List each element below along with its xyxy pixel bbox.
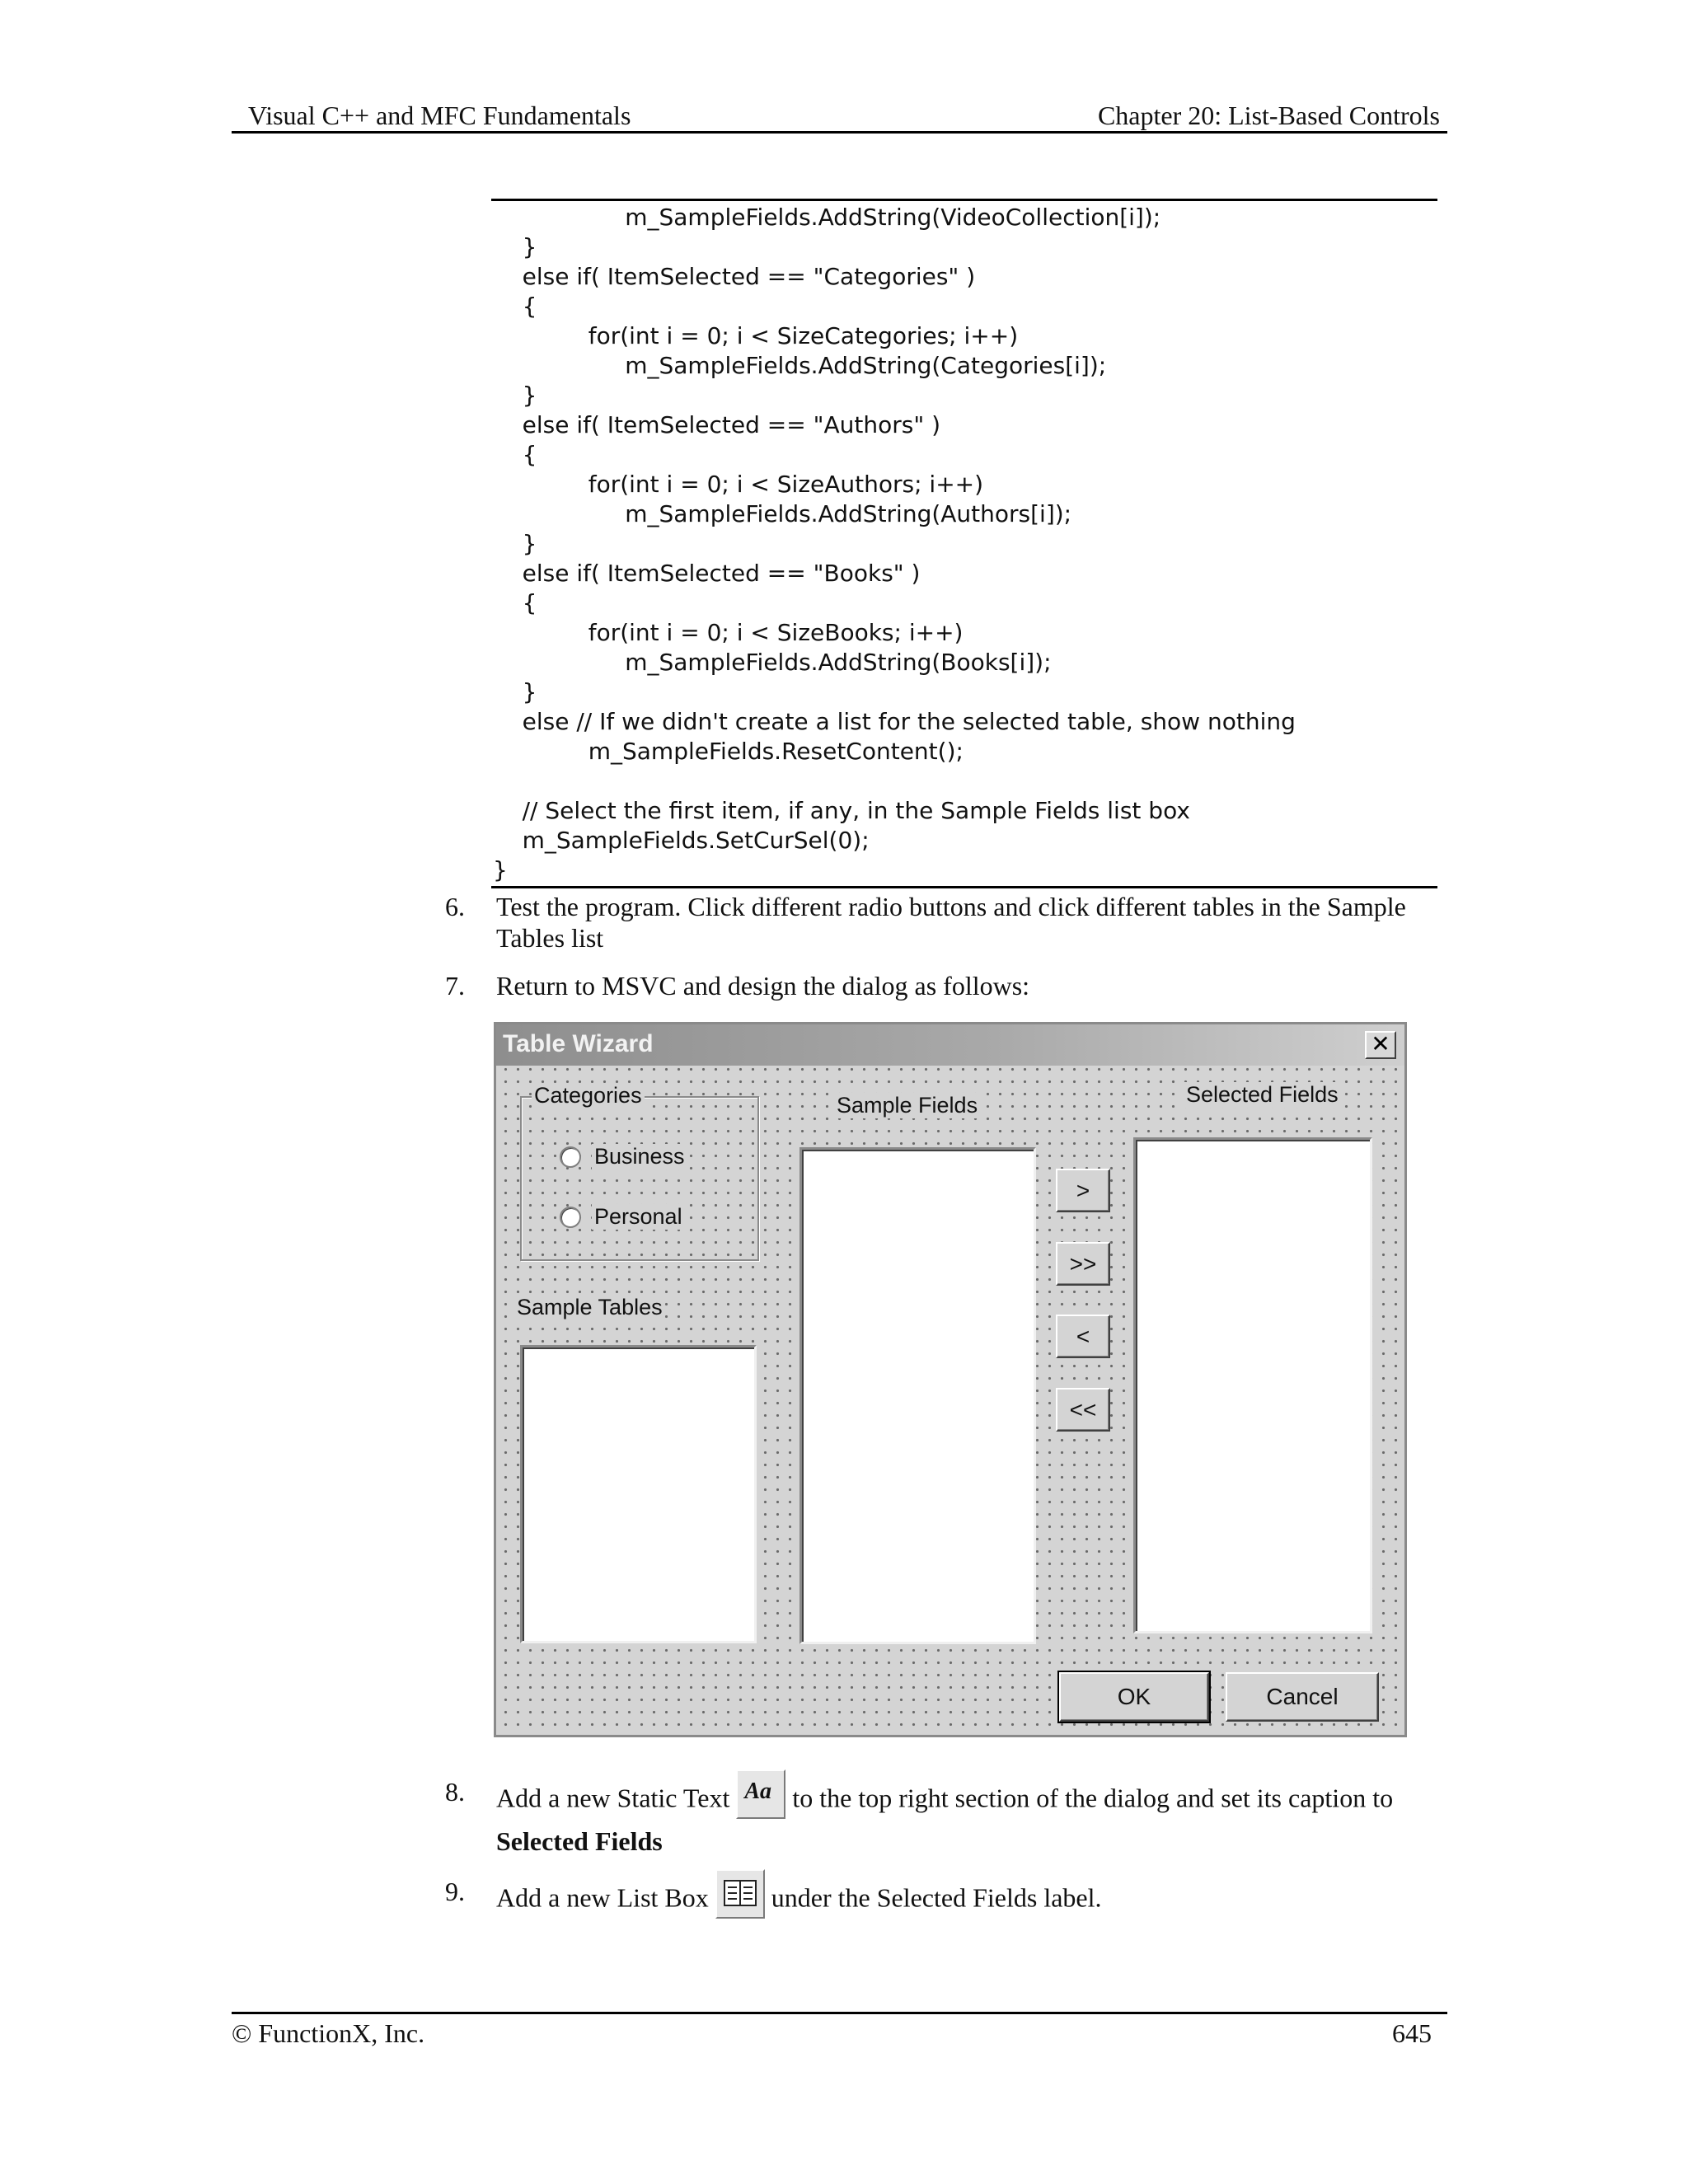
code-line: // Select the first item, if any, in the Sample Fields list box [493, 797, 1190, 824]
remove-all-button[interactable]: << [1056, 1388, 1110, 1432]
step-number: 7. [445, 971, 465, 1001]
code-line: { [493, 293, 537, 320]
code-line: m_SampleFields.AddString(Authors[i]); [493, 500, 1072, 527]
static-text-icon [736, 1769, 785, 1819]
code-line: for(int i = 0; i < SizeCategories; i++) [493, 322, 1019, 349]
code-line: else if( ItemSelected == "Books" ) [493, 560, 921, 587]
code-line: for(int i = 0; i < SizeAuthors; i++) [493, 471, 984, 498]
dialog-titlebar [496, 1024, 1404, 1066]
step-text [496, 1776, 1442, 1857]
page-number: 645 [1392, 2018, 1432, 2048]
categories-label: Categories [532, 1083, 645, 1108]
step-text-bold: Selected Fields [496, 1826, 663, 1856]
step-text-post: under the Selected Fields label. [771, 1882, 1102, 1913]
step-text-post: to the top right section of the dialog and set its caption to [792, 1783, 1394, 1813]
code-line: else // If we didn't create a list for the selected table, show nothing [493, 708, 1296, 735]
code-line: m_SampleFields.AddString(VideoCollection[i]); [493, 204, 1161, 231]
code-line: m_SampleFields.ResetContent(); [493, 738, 964, 765]
close-button[interactable] [1365, 1031, 1396, 1059]
code-line: else if( ItemSelected == "Authors" ) [493, 411, 941, 438]
code-line: m_SampleFields.SetCurSel(0); [493, 827, 870, 854]
code-line [493, 766, 1296, 796]
sample-fields-listbox[interactable] [799, 1147, 1036, 1644]
code-line: } [493, 856, 508, 883]
running-header-chapter: Chapter 20: List-Based Controls [1097, 101, 1440, 130]
code-rule-bottom [491, 886, 1437, 888]
static-text-icon-glyph: Aa [744, 1779, 772, 1804]
dialog-title: Table Wizard [503, 1030, 654, 1057]
radio-personal-label: Personal [592, 1204, 685, 1230]
step-text [496, 1876, 1442, 1925]
add-button[interactable]: > [1056, 1169, 1110, 1212]
step-text-pre: Add a new List Box [496, 1882, 709, 1913]
radio-business[interactable] [560, 1146, 581, 1168]
radio-business-label: Business [592, 1144, 687, 1169]
footer-rule [232, 2012, 1447, 2014]
selected-fields-label: Selected Fields [1184, 1082, 1341, 1108]
code-line: } [493, 678, 537, 705]
step-text: Return to MSVC and design the dialog as follows: [496, 971, 1030, 1001]
code-line: } [493, 233, 537, 260]
code-line: else if( ItemSelected == "Categories" ) [493, 263, 976, 290]
step-7 [445, 970, 1442, 1003]
step-6 [445, 891, 1442, 957]
step-text-pre: Add a new Static Text [496, 1783, 730, 1813]
remove-button[interactable]: < [1056, 1315, 1110, 1358]
categories-groupbox [520, 1096, 759, 1261]
footer-copyright: © FunctionX, Inc. [232, 2018, 425, 2048]
code-line: { [493, 441, 537, 468]
cancel-button[interactable]: Cancel [1226, 1672, 1379, 1722]
close-icon: ✕ [1371, 1031, 1390, 1057]
add-all-button[interactable]: >> [1056, 1242, 1110, 1286]
radio-personal[interactable] [560, 1207, 581, 1228]
code-line: m_SampleFields.AddString(Categories[i]); [493, 352, 1107, 379]
step-8 [445, 1776, 1442, 1856]
sample-tables-listbox[interactable] [520, 1345, 757, 1643]
ok-button[interactable]: OK [1059, 1672, 1209, 1722]
sample-tables-label: Sample Tables [514, 1295, 665, 1320]
code-line: for(int i = 0; i < SizeBooks; i++) [493, 619, 964, 646]
code-line: } [493, 382, 537, 409]
code-listing [493, 203, 1296, 885]
step-number: 6. [445, 892, 465, 921]
running-header-title: Visual C++ and MFC Fundamentals [248, 101, 631, 130]
list-box-icon [715, 1869, 765, 1919]
selected-fields-listbox[interactable] [1133, 1137, 1372, 1633]
step-number: 9. [445, 1877, 465, 1906]
sample-fields-label: Sample Fields [834, 1093, 980, 1118]
code-line: { [493, 589, 537, 616]
table-wizard-dialog [494, 1022, 1407, 1737]
step-9 [445, 1876, 1442, 1913]
code-line: m_SampleFields.AddString(Books[i]); [493, 649, 1052, 676]
code-rule-top [491, 199, 1437, 201]
code-line: } [493, 530, 537, 557]
header-rule [232, 131, 1447, 134]
step-text: Test the program. Click different radio buttons and click different tables in the Sample Tables list [496, 892, 1406, 953]
step-number: 8. [445, 1777, 465, 1807]
